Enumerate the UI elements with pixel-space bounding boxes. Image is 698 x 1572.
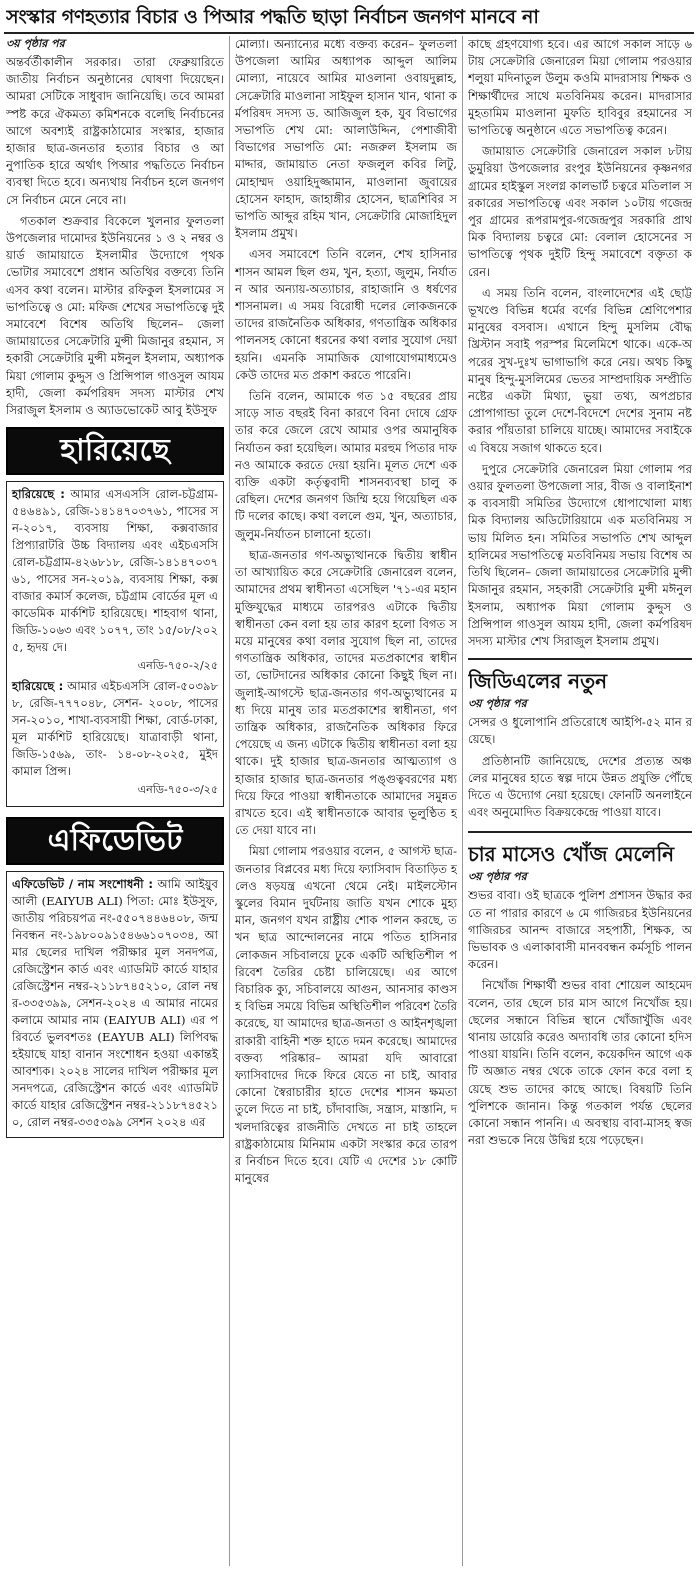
classified-ad (12, 486, 218, 656)
lost-ads-box (6, 481, 224, 807)
column-divider (462, 36, 463, 1566)
article-paragraph: প্রতিষ্ঠানটি জানিয়েছে, দেশের প্রত্যন্ত অঞ্চলের মানুষের হাতে স্বল্প দামে উন্নত প্রযুক্তি পৌঁছে দিতে এ উদ্যোগ নেয়া হয়েছে। ফোনটি অনলাইনে এবং অনুমোদিত বিক্রয়কেন্দ্রে পাওয়া যাবে। (468, 753, 692, 820)
missing-headline: চার মাসেও খোঁজ মেলেনি (468, 842, 675, 867)
column-divider (229, 36, 230, 1566)
column-2 (235, 36, 457, 1566)
article-paragraph: নিখোঁজ শিক্ষার্থী শুভর বাবা শোয়েল আহমেদ বলেন, তার ছেলে চার মাস আগে নিখোঁজ হয়। ছেলের সন্ধানে বিভিন্ন স্থানে খোঁজাখুঁজি এবং থানায় ডায়েরি করেও অদ্যাবধি তার কোনো হদিস পাওয়া যায়নি। তিনি বলেন, কয়েকদিন আগে একটি অজ্ঞাত নম্বর থেকে তাকে ফোন করে বলা হয়েছে শুভ তাদের কাছে আছে। বিষয়টি তিনি পুলিশকে জানান। কিন্তু গতকাল পর্যন্ত ছেলের কোনো সন্ধান পাননি। এ অবস্থায় বাবা-মাসহ স্বজনরা শুভকে নিয়ে উদ্বিগ্ন হয়ে পড়েছেন। (468, 978, 692, 1148)
headline-rule (4, 32, 694, 34)
main-headline: সংস্কার গণহত্যার বিচার ও পিআর পদ্ধতি ছাড়া নির্বাচন জনগণ মানবে না (6, 6, 539, 28)
article-paragraph: তিনি বলেন, আমাকে গত ১৫ বছরের প্রায় সাড়ে সাত বছরই বিনা কারণে বিনা দোষে গ্রেফতার করে জেলে রেখে আমার ওপর অমানুষিক নির্যাতন করা হয়েছিল। আমার মরহুম পিতার দাফনও আমাকে করতে দেয়া হয়নি। মূলত দেশে এক ব্যক্তি একটা কর্তৃত্ববাদী শাসনব্যবস্থা চালু করেছিল। দেশের জনগণ জিম্মি হয়ে গিয়েছিল একটি দলের কাছে। কথা বললে গুম, খুন, অত্যাচার, জুলুম-নির্যাতন চালানো হতো। (235, 389, 457, 541)
missing-article (468, 831, 692, 1149)
gdl-article (468, 658, 692, 821)
article-paragraph: এসব সমাবেশে তিনি বলেন, শেখ হাসিনার শাসন আমল ছিল গুম, খুন, হত্যা, জুলুম, নির্যাতন আর অন্যায়-অত্যাচার, রাহাজানি ও ধর্ষণের শাসনামল। এ সময় বিরোধী দলের লোকজনকে তাদের রাজনৈতিক অধিকার, গণতান্ত্রিক অধিকার পালনসহ কোনো ধরনের কথা বলার সুযোগ দেয়া হয়নি। এমনকি সামাজিক যোগাযোগমাধ্যমেও কেউ তাদের মত প্রকাশ করতে পারেনি। (235, 247, 457, 382)
article-paragraph: দুপুরে সেক্রেটারি জেনারেল মিয়া গোলাম পরওয়ার ফুলতলা উপজেলা সার, বীজ ও বালাইনাশক ব্যবসায়ী সমিতির উদ্যোগে ধোপাখোলা মাধ্যমিক বিদ্যালয় অডিটোরিয়ামে এক মতবিনিময় সভায় মিলিত হন। সমিতির সভাপতি শেখ আব্দুল হালিমের সভাপতিত্বে মতবিনিময় সভায় বিশেষ অতিথি ছিলেন– জেলা জামায়াতের সেক্রেটারি মুন্সী মিজানুর রহমান, সহকারী সেক্রেটারি মুন্সী মঈনুল ইসলাম, অধ্যাপক মিয়া গোলাম কুদ্দুস ও প্রিন্সিপাল গাওসুল আযম হাদী, জেলা কর্মপরিষদ সদস্য মাস্টার শেখ সিরাজুল ইসলাম প্রমুখ। (468, 461, 692, 648)
classified-ad (12, 678, 218, 780)
ad-lead: হারিয়েছে : (12, 679, 64, 694)
article-paragraph: মিয়া গোলাম পরওয়ার বলেন, ৫ আগস্ট ছাত্র-জনতার বিপ্লবের মধ্য দিয়ে ফ্যাসিবাদ বিতাড়িত হলেও ষড়যন্ত্র এখনো থেমে নেই। মাইলস্টোন স্কুলের বিমান দুর্ঘটনায় জাতি যখন শোকে মুহ্যমান, জনগণ যখন রাষ্ট্রীয় শোক পালন করছে, তখন ছাত্র আন্দোলনের নামে পতিত হাসিনার লোকজন সচিবালয়ে ঢুকে একটি অস্থিতিশীল পরিবেশ তৈরির চেষ্টা চালিয়েছে। এর আগে বিচারিক ক্যু, সচিবালয়ে আগুন, আনসার কাণ্ডসহ বিভিন্ন সময়ে বিভিন্ন অস্থিতিশীল পরিবেশ তৈরি করেছে, যা আমাদের ছাত্র-জনতা ও আইনশৃঙ্খলা রাকারী বাহিনী শক্ত হাতে দমন করেছে। আমাদের বক্তব্য পরিষ্কার– আমরা যদি আবারো ফ্যাসিবাদের দিকে ফিরে যেতে না চাই, আবার কোনো স্বৈরাচারীর হাতে দেশের শাসন ক্ষমতা তুলে দিতে না চাই, চাঁদাবাজি, সন্ত্রাস, মাস্তানি, দখলদারিত্বের রাজনীতি দেখতে না চাই তাহলে রাষ্ট্রকাঠামোয় মিনিমাম একটা সংস্কার করে তারপর নির্বাচন দিতে হবে। যেটি এ দেশের ১৮ কোটি মানুষের (235, 844, 457, 1186)
article-paragraph: অন্তর্বর্তীকালীন সরকার। তারা ফেব্রুয়ারিতে জাতীয় নির্বাচন অনুষ্ঠানের ঘোষণা দিয়েছেন। আমরা সেটিকে সাধুবাদ জানিয়েছি। তবে আমরা স্পষ্ট করে ঐকমত্য কমিশনকে বলেছি নির্বাচনের আগে অবশ্যই রাষ্ট্রকাঠামোর সংস্কার, হাজার হাজার ছাত্র-জনতার হত্যার বিচার ও আনুপাতিক হারে অর্থাৎ পিআর পদ্ধতিতে নির্বাচনব্যবস্থা দিতে হবে। অন্যথায় নির্বাচন হলে জনগণ সে নির্বাচন মেনে নেবে না। (6, 55, 224, 207)
continued-label: ৩য় পৃষ্ঠার পর (468, 697, 527, 711)
article-paragraph: শুভর বাবা। ওই ছাত্রকে পুলিশ প্রশাসন উদ্ধার করতে না পারার কারণে ৬ মে গাজিরচর ইউনিয়নের গাজিরচর আনন্দ বাজারে সহপাঠী, শিক্ষক, অভিভাবক ও এলাকাবাসী মানববন্ধন কর্মসূচি পালন করেন। (468, 888, 692, 972)
continued-label: ৩য় পৃষ্ঠার পর (6, 37, 65, 50)
article-paragraph: গতকাল শুক্রবার বিকেলে খুলনার ফুলতলা উপজেলার দামোদর ইউনিয়নের ১ ও ২ নম্বর ওয়ার্ড জামায়াতে ইসলামীর উদ্যোগে পৃথক ভোটার সমাবেশে প্রধান অতিথির বক্তব্যে তিনি এসব কথা বলেন। মাস্টার রফিকুল ইসলামের সভাপতিত্বে ও মো: মফিজ শেখের সভাপতিত্বে দুই সমাবেশে বিশেষ অতিথি ছিলেন– জেলা জামায়াতের সেক্রেটারি মুন্সী মিজানুর রহমান, সহকারী সেক্রেটারি মুন্সী মঈনুল ইসলাম, অধ্যাপক মিয়া গোলাম কুদ্দুস ও প্রিন্সিপাল গাওসুল আযম হাদী, জেলা কর্মপরিষদ সদস্য মাস্টার শেখ সিরাজুল ইসলাম ও অ্যাডভোকেট আবু ইউসুফ (6, 213, 224, 418)
article-paragraph: সেন্সর ও ধুলোপানি প্রতিরোধে আইপি-৫২ মান রয়েছে। (468, 715, 692, 747)
ad-text: আমার এইচএসসি রোল-৫০৩৯৮৮, রেজি-৭৭৭০৪৮, সেশন- ২০০৮, পাসের সন-২০১০, শাখা-ব্যবসায়ী শিক্ষা, বোর্ড-ঢাকা, মূল মার্কশিট হারিয়েছে। যাত্রাবাড়ী থানা, জিডি-১৫৬৯, তাং- ১৪-০৮-২০২৫, মুইদ কামাল প্রিন্স। (12, 679, 218, 779)
affidavit-body: আমি আইয়ুব আলী (EAIYUB ALI) পিতা: মোঃ ইউসুফ, জাতীয় পরিচয়পত্র নং-৫৫০৭৪৪৬৪০৮, জন্মনিবন্ধন নং-১৯৮০০৯১৫৪৬৬১০৭০৩৪, আমার ছেলের দাখিল পরীক্ষার মূল সনদপত্র, রেজিস্ট্রেশন কার্ড এবং এ্যাডমিট কার্ডে যাহার রেজিস্ট্রেশন নম্বর-২১১৮৭৪৫২১০, রোল নম্বর-৩৩৫৩৯৯, সেশন-২০২৪ এ আমার নামের কলামে আমার নাম (EAIYUB ALI) এর পরিবর্তে ভুলবশতঃ (EAYUB ALI) লিপিবদ্ধ হইয়াছে যাহা বানান সংশোধন হওয়া একান্তই আবশ্যক। ২০২৪ সালের দাখিল পরীক্ষার মূল সনদপত্রে, রেজিস্ট্রেশন কার্ডে এবং এ্যাডমিট কার্ডে যাহার রেজিস্ট্রেশন নম্বর-২১১৮৭৪৫২১০, রোল নম্বর-৩৩৫৩৯৯ সেশন ২০২৪ এর (12, 877, 219, 1130)
article-paragraph: জামায়াত সেক্রেটারি জেনারেল সকাল ৮টায় ডুমুরিয়া উপজেলার রংপুর ইউনিয়নের কৃষ্ণনগর গ্রামের হাইস্কুল সংলগ্ন কালভার্ট চত্বরে মতিলাল সরকারের সভাপতিত্বে এবং সকাল ১০টায় গজেন্দ্রপুর গ্রামের রূপরামপুর-গজেন্দ্রপুর সরকারি প্রাথমিক বিদ্যালয় চত্বরে মো: বেলাল হোসেনের সভাপতিত্বে পৃথক দুইটি হিন্দু সমাবেশে বক্তৃতা করেন। (468, 144, 692, 279)
affidavit-section (6, 817, 224, 1138)
article-paragraph: এ সময় তিনি বলেন, বাংলাদেশের এই ছোট্ট ভূখণ্ডে বিভিন্ন ধর্মের বর্ণের বিভিন্ন শ্রেণিপেশার মানুষের বসবাস। এখানে হিন্দু মুসলিম বৌদ্ধ খ্রিস্টান সবাই পরস্পর মিলেমিশে থাকে। একে-অপরের সুখ-দুঃখ ভাগাভাগি করে নেয়। অথচ কিছু মানুষ হিন্দু-মুসলিমের ভেতর সাম্প্রদায়িক সম্প্রীতি নষ্টের একটা মিথ্যা, ভুয়া তথ্য, অপপ্রচার প্রোপাগান্ডা তুলে দেশে-বিদেশে দেশের সুনাম নষ্ট করার পাঁয়তারা চালিয়ে যাচ্ছে। আমাদের সবাইকে এ বিষয়ে সজাগ থাকতে হবে। (468, 285, 692, 455)
affidavit-banner: এফিডেভিট (6, 817, 224, 865)
lost-banner: হারিয়েছে (6, 427, 224, 475)
article-paragraph: কাছে গ্রহণযোগ্য হবে। এর আগে সকাল সাড়ে ৬টায় সেক্রেটারি জেনারেল মিয়া গোলাম পরওয়ার শলুয়া মদিনাতুল উলুম কওমি মাদরাসায় শিক্ষক ও শিক্ষার্থীদের সাথে মতবিনিময় করেন। মাদরাসার মুহতামিম মাওলানা মুফতি হাবিবুর রহমানের সভাপতিত্বে অনুষ্ঠানে এতে সভাপতিত্ব করেন। (468, 37, 692, 138)
ad-text: আমার এসএসসি রোল-চট্টগ্রাম-৫৪৬৪৯১, রেজি-১৪১৪৭০৩৭৬১, পাসের সন-২০১৭, ব্যবসায় শিক্ষা, কক্সবাজার প্রিপ্যারাটরি উচ্চ বিদ্যালয় এবং এইচএসসি রোল-চট্টগ্রাম-৪২৬৮১৮, রেজি-১৪১৪৭০৩৭৬১, পাসের সন-২০১৯, ব্যবসায় শিক্ষা, কক্সবাজার কমার্স কলেজ, চট্টগ্রাম বোর্ডের মূল একাডেমিক মার্কশিট হারিয়েছে। শাহবাগ থানা, জিডি-১০৬৩ এবং ১০৭৭, তাং ১৫/০৮/২০২৫, হৃদয় দে। (12, 487, 219, 655)
ad-lead: হারিয়েছে : (12, 487, 65, 502)
affidavit-box (6, 871, 224, 1138)
lost-section (6, 427, 224, 807)
column-3 (468, 36, 692, 1566)
ad-id: এনডি-৭৫০-৩/২৫ (137, 783, 218, 797)
continued-label: ৩য় পৃষ্ঠার পর (468, 870, 527, 884)
affidavit-lead: এফিডেভিট / নাম সংশোধনী : (12, 877, 154, 892)
gdl-headline: জিডিএলের নতুন (468, 669, 608, 694)
article-paragraph: ছাত্র-জনতার গণ-অভ্যুত্থানকে দ্বিতীয় স্বাধীনতা আখ্যায়িত করে সেক্রেটারি জেনারেল বলেন, আমাদের প্রথম স্বাধীনতা এসেছিল '৭১-এর মহান মুক্তিযুদ্ধের মাধ্যমে তারপরও এটাকে দ্বিতীয় স্বাধীনতা কেন বলা হয় তার কারণ হলো বিগত সময়ে মানুষের কথা বলার সুযোগ ছিল না, তাদের গণতান্ত্রিক অধিকার, তাদের মতপ্রকাশের স্বাধীনতা, ভোটদানের অধিকার কোনো কিছুই ছিল না। জুলাই-আগস্টে ছাত্র-জনতার গণ-অভ্যুত্থানের মধ্য দিয়ে মানুষ তার মতপ্রকাশের স্বাধীনতা, গণতান্ত্রিক অধিকার, রাজনৈতিক অধিকার ফিরে পেয়েছে এ জন্য এটাকে দ্বিতীয় স্বাধীনতা বলা হয় থাকে। দুই হাজার ছাত্র-জনতার আত্মত্যাগ ও হাজার হাজার ছাত্র-জনতার পঙ্গুত্ববরণের মধ্য দিয়ে ফিরে পাওয়া স্বাধীনতাকে আমাদের সমুন্নত রাখতে হবে। এই স্বাধীনতাকে আবার ভূলুণ্ঠিত হতে দেয়া যাবে না। (235, 547, 457, 838)
ad-id: এনডি-৭৫০-২/২৫ (137, 659, 218, 673)
column-1 (6, 36, 224, 1566)
affidavit-text (12, 876, 218, 1131)
article-paragraph: মোল্যা। অন্যান্যের মধ্যে বক্তব্য করেন– ফুলতলা উপজেলা আমির অধ্যাপক আব্দুল আলিম মোল্যা, নায়েবে আমির মাওলানা ওবায়দুল্লাহ, সেক্রেটারি মাওলানা সাইফুল হাসান খান, থানা কর্মপরিষদ সদস্য ড. আজিজুল হক, যুব বিভাগের সভাপতি শেখ মো: আলাউদ্দিন, পেশাজীবী বিভাগের সভাপতি মো: নজরুল ইসলাম জমাদ্দার, জামায়াত নেতা ফজলুল কবির লিটু, মোহাম্মদ ওয়াহিদুজ্জামান, মাওলানা জুবায়ের হোসেন ফাহাদ, জাহাঙ্গীর হোসেন, ছাত্রশিবির সভাপতি আব্দুর রহিম খান, সেক্রেটারি মোজাহিদুল ইসলাম প্রমুখ। (235, 37, 457, 241)
